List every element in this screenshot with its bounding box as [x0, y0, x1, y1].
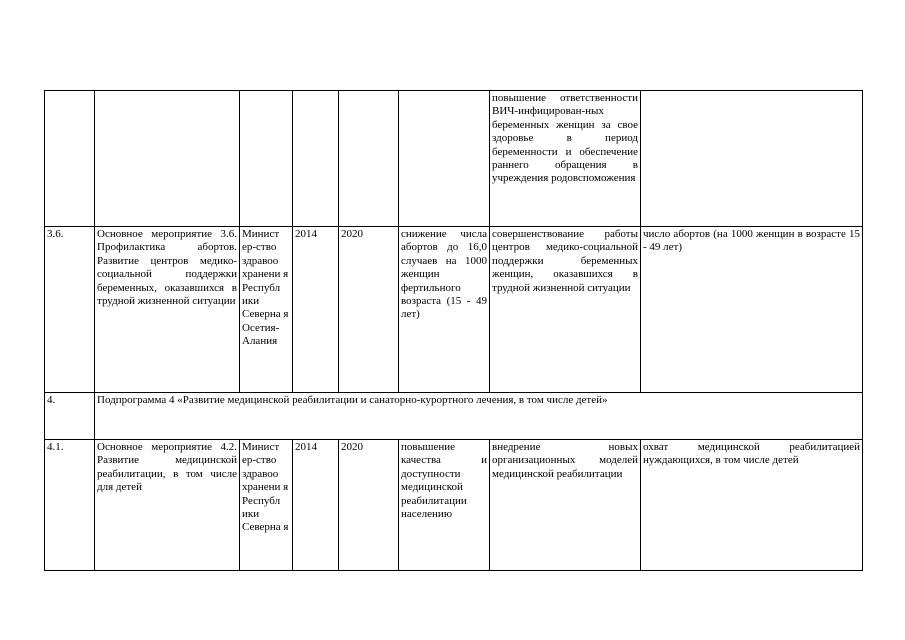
cell-name: Основное мероприятие 4.2. Развитие медицинской реабилитации, в том числе для детей [95, 440, 240, 571]
cell-result [399, 91, 490, 227]
cell-end: 2020 [339, 227, 399, 393]
cell-num [45, 91, 95, 227]
cell-indicator: число абортов (на 1000 женщин в возрасте 15 - 49 лет) [641, 227, 863, 393]
cell-result: повышение качества и доступности медицинской реабилитации населению [399, 440, 490, 571]
cell-num: 3.6. [45, 227, 95, 393]
cell-name: Основное мероприятие 3.6. Профилактика абортов. Развитие центров медико-социальной поддержки беременных, оказавшихся в трудной жизненной ситуации [95, 227, 240, 393]
table-row-continuation [45, 91, 863, 227]
cell-measure: повышение ответственности ВИЧ-инфицирован-ных беременных женщин за свое здоровье в период беременности и обеспечение раннего обращения в учреждения родовспоможения [490, 91, 641, 227]
cell-end: 2020 [339, 440, 399, 571]
subprogram-title: Подпрограмма 4 «Развитие медицинской реабилитации и санаторно-курортного лечения, в том числе детей» [95, 393, 863, 440]
cell-start: 2014 [293, 440, 339, 571]
cell-measure: внедрение новых организационных моделей медицинской реабилитации [490, 440, 641, 571]
table-row-subprogram-4 [45, 393, 863, 440]
cell-result: снижение числа абортов до 16,0 случаев на 1000 женщин фертильного возраста (15 - 49 лет) [399, 227, 490, 393]
cell-name [95, 91, 240, 227]
cell-start [293, 91, 339, 227]
cell-executor: Минист ер-ство здравоо хранени я Республ ики Северна я Осетия-Алания [240, 227, 293, 393]
cell-executor: Минист ер-ство здравоо хранени я Республ ики Северна я [240, 440, 293, 571]
cell-end [339, 91, 399, 227]
cell-indicator: охват медицинской реабилитацией нуждающихся, в том числе детей [641, 440, 863, 571]
cell-num: 4.1. [45, 440, 95, 571]
cell-num: 4. [45, 393, 95, 440]
program-table [44, 90, 863, 571]
cell-indicator [641, 91, 863, 227]
cell-start: 2014 [293, 227, 339, 393]
table-row-4-1 [45, 440, 863, 571]
cell-executor [240, 91, 293, 227]
table-row-3-6 [45, 227, 863, 393]
cell-measure: совершенствование работы центров медико-социальной поддержки беременных женщин, оказавшихся в трудной жизненной ситуации [490, 227, 641, 393]
